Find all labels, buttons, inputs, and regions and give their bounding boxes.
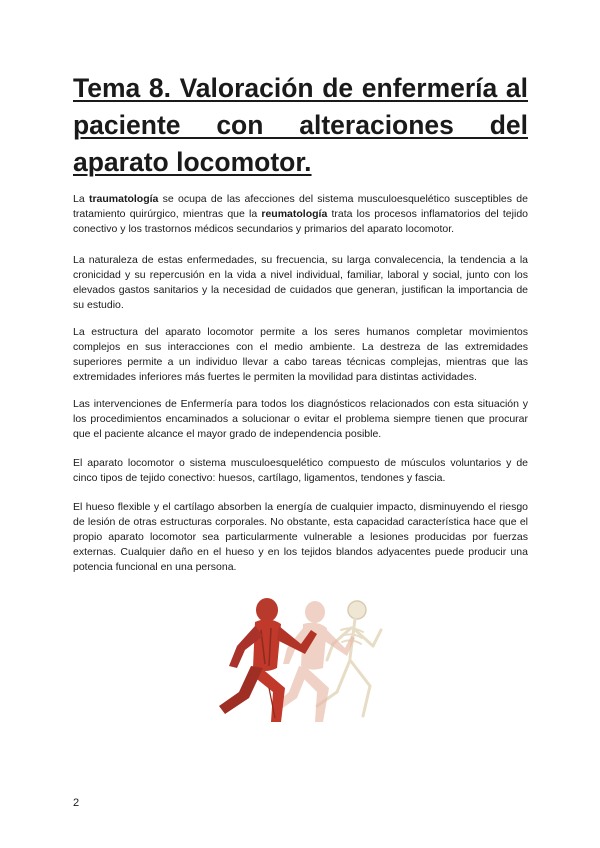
p1-text-c: trata los procesos inflamatorios del tejido conectivo y los trastornos médicos secundarios y primarios del aparato locomotor. bbox=[73, 208, 528, 235]
p1-text-b: se ocupa de las afecciones del sistema musculoesquelético susceptibles de tratamiento quirúrgico, mientras que la bbox=[73, 193, 528, 220]
paragraph-4: Las intervenciones de Enfermería para todos los diagnósticos relacionados con esta situación y los procedimientos encaminados a solucionar o evitar el problema siempre tienen que procurar que el paciente alcance el mayor grado de independencia posible. bbox=[73, 398, 528, 440]
anatomy-runners-illustration bbox=[205, 588, 395, 728]
page-number: 2 bbox=[73, 797, 80, 809]
term-reumatologia: reumatología bbox=[261, 208, 328, 220]
paragraph-6: El hueso flexible y el cartílago absorben la energía de cualquier impacto, disminuyendo el riesgo de lesión de otras estructuras corporales. No obstante, esta capacidad característica hace que el propio aparato locomotor sea particularmente vulnerable a lesiones producidas por fuerzas externas. Cualquier daño en el hueso y en los tejidos blandos adyacentes puede producir una potencia funcional en una persona. bbox=[73, 501, 528, 573]
translucent-figure bbox=[273, 601, 355, 722]
paragraph-3: La estructura del aparato locomotor permite a los seres humanos completar movimientos complejos en sus interacciones con el medio ambiente. La destreza de las extremidades superiores permite a un individuo llevar a cabo tareas técnicas complejas, mientras que las extremidades inferiores más fuertes le permiten la movilidad para distintas actividades. bbox=[73, 326, 528, 383]
page-title: Tema 8. Valoración de enfermería al paciente con alteraciones del aparato locomotor. bbox=[73, 73, 528, 177]
p1-text-a: La bbox=[73, 193, 89, 205]
paragraph-2: La naturaleza de estas enfermedades, su frecuencia, su larga convalecencia, la tendencia a la cronicidad y su repercusión en la vida a nivel individual, familiar, laboral y social, junto con los elevados gastos sanitarios y la necesidad de cuidados que generan, justifican la importancia de su estudio. bbox=[73, 254, 528, 311]
term-traumatologia: traumatología bbox=[88, 193, 159, 205]
paragraph-5: El aparato locomotor o sistema musculoesquelético compuesto de músculos voluntarios y de cinco tipos de tejido conectivo: huesos, cartílago, ligamentos, tendones y fascia. bbox=[73, 457, 528, 484]
paragraph-1 bbox=[73, 192, 528, 237]
